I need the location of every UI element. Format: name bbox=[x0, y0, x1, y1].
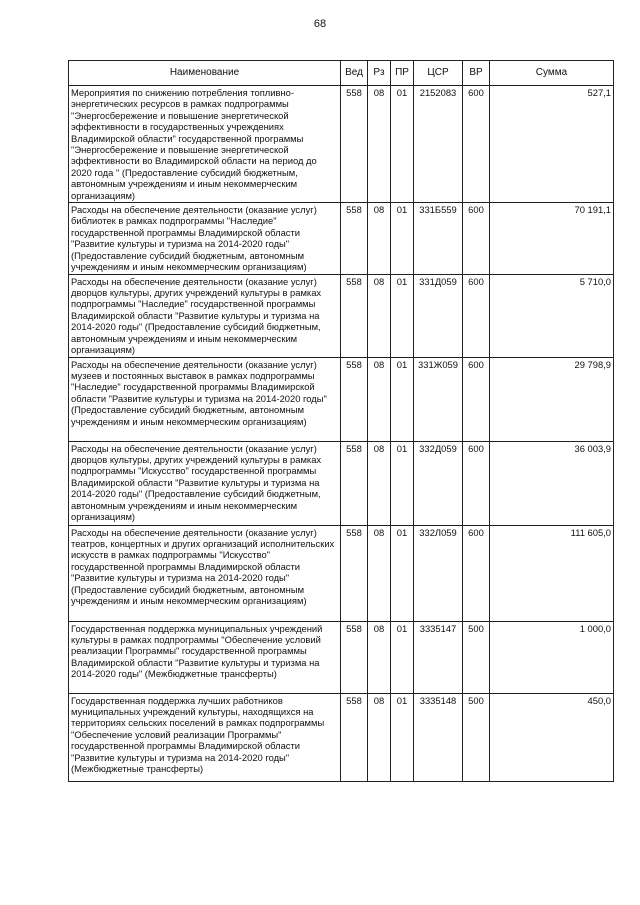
cell-rz: 08 bbox=[368, 693, 391, 781]
table-row bbox=[69, 357, 614, 441]
cell-name: Государственная поддержка лучших работников муниципальных учреждений культуры, находящихся на территориях сельских поселений в рамках подпрограммы "Обеспечение условий реализации Программы" государственной программы Владимирской области "Развитие культуры и туризма на 2014-2020 годы" (Межбюджетные трансферты) bbox=[69, 693, 341, 781]
cell-csr: 332Л059 bbox=[414, 525, 463, 621]
cell-ved: 558 bbox=[341, 621, 368, 693]
cell-sum: 70 191,1 bbox=[490, 203, 614, 274]
cell-pr: 01 bbox=[391, 441, 414, 525]
table-header-row bbox=[69, 61, 614, 86]
cell-sum: 5 710,0 bbox=[490, 274, 614, 357]
cell-rz: 08 bbox=[368, 357, 391, 441]
header-sum: Сумма bbox=[490, 61, 614, 86]
header-ved: Вед bbox=[341, 61, 368, 86]
cell-pr: 01 bbox=[391, 86, 414, 203]
cell-rz: 08 bbox=[368, 203, 391, 274]
cell-pr: 01 bbox=[391, 203, 414, 274]
cell-ved: 558 bbox=[341, 693, 368, 781]
page-number: 68 bbox=[313, 18, 327, 30]
table-row bbox=[69, 525, 614, 621]
cell-ved: 558 bbox=[341, 441, 368, 525]
cell-csr: 2152083 bbox=[414, 86, 463, 203]
cell-vr: 500 bbox=[463, 693, 490, 781]
cell-rz: 08 bbox=[368, 525, 391, 621]
table-row bbox=[69, 621, 614, 693]
cell-csr: 331Д059 bbox=[414, 274, 463, 357]
cell-vr: 600 bbox=[463, 203, 490, 274]
cell-sum: 111 605,0 bbox=[490, 525, 614, 621]
cell-sum: 450,0 bbox=[490, 693, 614, 781]
cell-csr: 332Д059 bbox=[414, 441, 463, 525]
cell-vr: 600 bbox=[463, 274, 490, 357]
cell-vr: 600 bbox=[463, 525, 490, 621]
budget-table bbox=[68, 60, 614, 782]
cell-sum: 527,1 bbox=[490, 86, 614, 203]
cell-name: Расходы на обеспечение деятельности (оказание услуг) дворцов культуры, других учреждений культуры в рамках подпрограммы "Искусство" государственной программы Владимирской области "Развитие культуры и туризма на 2014-2020 годы" (Предоставление субсидий бюджетным, автономным учреждениям и иным некоммерческим организациям) bbox=[69, 441, 341, 525]
header-pr: ПР bbox=[391, 61, 414, 86]
cell-name: Расходы на обеспечение деятельности (оказание услуг) театров, концертных и других организаций исполнительских искусств в рамках подпрограммы "Искусство" государственной программы Владимирской области "Развитие культуры и туризма на 2014-2020 годы" (Предоставление субсидий бюджетным, автономным учреждениям и иным некоммерческим организациям) bbox=[69, 525, 341, 621]
cell-ved: 558 bbox=[341, 274, 368, 357]
header-vr: ВР bbox=[463, 61, 490, 86]
cell-csr: 3335147 bbox=[414, 621, 463, 693]
header-csr: ЦСР bbox=[414, 61, 463, 86]
table-row bbox=[69, 86, 614, 203]
table-row bbox=[69, 274, 614, 357]
cell-csr: 331Б559 bbox=[414, 203, 463, 274]
cell-vr: 600 bbox=[463, 86, 490, 203]
cell-rz: 08 bbox=[368, 86, 391, 203]
cell-vr: 600 bbox=[463, 357, 490, 441]
cell-pr: 01 bbox=[391, 693, 414, 781]
cell-pr: 01 bbox=[391, 525, 414, 621]
cell-pr: 01 bbox=[391, 357, 414, 441]
cell-ved: 558 bbox=[341, 357, 368, 441]
cell-ved: 558 bbox=[341, 203, 368, 274]
cell-ved: 558 bbox=[341, 525, 368, 621]
table-row bbox=[69, 693, 614, 781]
table-row bbox=[69, 441, 614, 525]
cell-vr: 600 bbox=[463, 441, 490, 525]
cell-name: Расходы на обеспечение деятельности (оказание услуг) музеев и постоянных выставок в рамках подпрограммы "Наследие" государственной программы Владимирской области "Развитие культуры и туризма на 2014-2020 годы" (Предоставление субсидий бюджетным, автономным учреждениям и иным некоммерческим организациям) bbox=[69, 357, 341, 441]
cell-name: Мероприятия по снижению потребления топливно-энергетических ресурсов в рамках подпрограммы "Энергосбережение и повышение энергетической эффективности в государственных учреждениях Владимирской области" государственной программы "Энергосбережение и повышение энергетической эффективности во Владимирской области на период до 2020 года " (Предоставление субсидий бюджетным, автономным учреждениям и иным некоммерческим организациям) bbox=[69, 86, 341, 203]
cell-name: Государственная поддержка муниципальных учреждений культуры в рамках подпрограммы "Обеспечение условий реализации Программы" государственной программы Владимирской области "Развитие культуры и туризма на 2014-2020 годы" (Межбюджетные трансферты) bbox=[69, 621, 341, 693]
cell-rz: 08 bbox=[368, 441, 391, 525]
cell-csr: 3335148 bbox=[414, 693, 463, 781]
cell-rz: 08 bbox=[368, 274, 391, 357]
table-row bbox=[69, 203, 614, 274]
cell-sum: 36 003,9 bbox=[490, 441, 614, 525]
cell-sum: 1 000,0 bbox=[490, 621, 614, 693]
cell-name: Расходы на обеспечение деятельности (оказание услуг) дворцов культуры, других учреждений культуры в рамках подпрограммы "Наследие" государственной программы Владимирской области "Развитие культуры и туризма на 2014-2020 годы" (Предоставление субсидий бюджетным, автономным учреждениям и иным некоммерческим организациям) bbox=[69, 274, 341, 357]
cell-csr: 331Ж059 bbox=[414, 357, 463, 441]
cell-pr: 01 bbox=[391, 621, 414, 693]
cell-vr: 500 bbox=[463, 621, 490, 693]
cell-rz: 08 bbox=[368, 621, 391, 693]
cell-name: Расходы на обеспечение деятельности (оказание услуг) библиотек в рамках подпрограммы "Наследие" государственной программы Владимирской области "Развитие культуры и туризма на 2014-2020 годы" (Предоставление субсидий бюджетным, автономным учреждениям и иным некоммерческим организациям) bbox=[69, 203, 341, 274]
cell-pr: 01 bbox=[391, 274, 414, 357]
cell-ved: 558 bbox=[341, 86, 368, 203]
header-rz: Рз bbox=[368, 61, 391, 86]
cell-sum: 29 798,9 bbox=[490, 357, 614, 441]
header-name: Наименование bbox=[69, 61, 341, 86]
